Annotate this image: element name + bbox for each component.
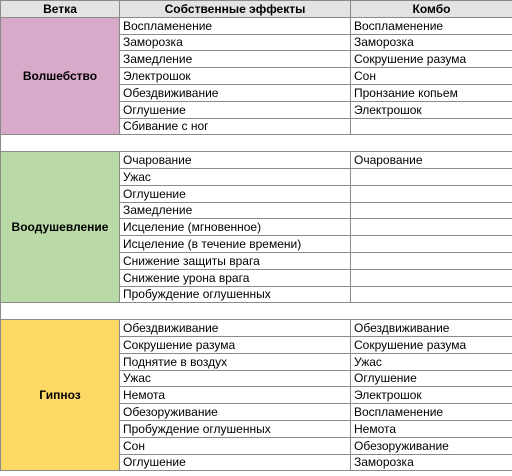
combo-cell: Обездвиживание bbox=[351, 320, 512, 337]
combo-cell bbox=[351, 252, 512, 269]
spacer-cell bbox=[120, 303, 351, 320]
spacer-cell bbox=[1, 303, 120, 320]
header-branch: Ветка bbox=[1, 1, 120, 18]
spacer-row bbox=[1, 135, 512, 152]
own-effect-cell: Сбивание с ног bbox=[120, 118, 351, 135]
table-row bbox=[1, 320, 512, 337]
own-effect-cell: Исцеление (мгновенное) bbox=[120, 219, 351, 236]
own-effect-cell: Немота bbox=[120, 387, 351, 404]
own-effect-cell: Обезоруживание bbox=[120, 404, 351, 421]
combo-cell: Электрошок bbox=[351, 101, 512, 118]
spacer-cell bbox=[1, 135, 120, 152]
own-effect-cell: Сон bbox=[120, 437, 351, 454]
combo-cell: Ужас bbox=[351, 353, 512, 370]
combo-cell bbox=[351, 118, 512, 135]
own-effect-cell: Снижение урона врага bbox=[120, 269, 351, 286]
own-effect-cell: Ужас bbox=[120, 370, 351, 387]
combo-cell: Заморозка bbox=[351, 454, 512, 471]
own-effect-cell: Воспламенение bbox=[120, 17, 351, 34]
combo-cell: Сокрушение разума bbox=[351, 336, 512, 353]
own-effect-cell: Замедление bbox=[120, 51, 351, 68]
table-body bbox=[1, 17, 512, 471]
combo-cell bbox=[351, 269, 512, 286]
combo-cell: Сон bbox=[351, 68, 512, 85]
own-effect-cell: Замедление bbox=[120, 202, 351, 219]
header-own-effects: Собственные эффекты bbox=[120, 1, 351, 18]
combo-cell bbox=[351, 286, 512, 303]
combo-cell bbox=[351, 219, 512, 236]
combo-cell: Воспламенение bbox=[351, 17, 512, 34]
header-row bbox=[1, 1, 512, 18]
spacer-cell bbox=[120, 135, 351, 152]
spacer-cell bbox=[351, 135, 512, 152]
combo-cell: Пронзание копьем bbox=[351, 84, 512, 101]
table-row bbox=[1, 152, 512, 169]
combo-cell: Заморозка bbox=[351, 34, 512, 51]
own-effect-cell: Поднятие в воздух bbox=[120, 353, 351, 370]
table-row bbox=[1, 17, 512, 34]
branch-cell: Гипноз bbox=[1, 320, 120, 471]
own-effect-cell: Оглушение bbox=[120, 454, 351, 471]
branch-cell: Воодушевление bbox=[1, 152, 120, 303]
own-effect-cell: Обездвиживание bbox=[120, 320, 351, 337]
spacer-row bbox=[1, 303, 512, 320]
combo-cell: Электрошок bbox=[351, 387, 512, 404]
combo-cell bbox=[351, 202, 512, 219]
combo-cell: Сокрушение разума bbox=[351, 51, 512, 68]
own-effect-cell: Очарование bbox=[120, 152, 351, 169]
own-effect-cell: Ужас bbox=[120, 168, 351, 185]
combo-cell: Оглушение bbox=[351, 370, 512, 387]
branch-cell: Волшебство bbox=[1, 17, 120, 135]
combo-cell: Немота bbox=[351, 420, 512, 437]
header-combo: Комбо bbox=[351, 1, 512, 18]
own-effect-cell: Оглушение bbox=[120, 185, 351, 202]
own-effect-cell: Пробуждение оглушенных bbox=[120, 286, 351, 303]
combo-cell: Очарование bbox=[351, 152, 512, 169]
own-effect-cell: Обездвиживание bbox=[120, 84, 351, 101]
spacer-cell bbox=[351, 303, 512, 320]
combo-cell: Обезоруживание bbox=[351, 437, 512, 454]
own-effect-cell: Сокрушение разума bbox=[120, 336, 351, 353]
own-effect-cell: Исцеление (в течение времени) bbox=[120, 236, 351, 253]
own-effect-cell: Пробуждение оглушенных bbox=[120, 420, 351, 437]
combo-cell bbox=[351, 185, 512, 202]
own-effect-cell: Заморозка bbox=[120, 34, 351, 51]
combo-cell: Воспламенение bbox=[351, 404, 512, 421]
combo-cell bbox=[351, 168, 512, 185]
own-effect-cell: Снижение защиты врага bbox=[120, 252, 351, 269]
combo-cell bbox=[351, 236, 512, 253]
own-effect-cell: Оглушение bbox=[120, 101, 351, 118]
own-effect-cell: Электрошок bbox=[120, 68, 351, 85]
